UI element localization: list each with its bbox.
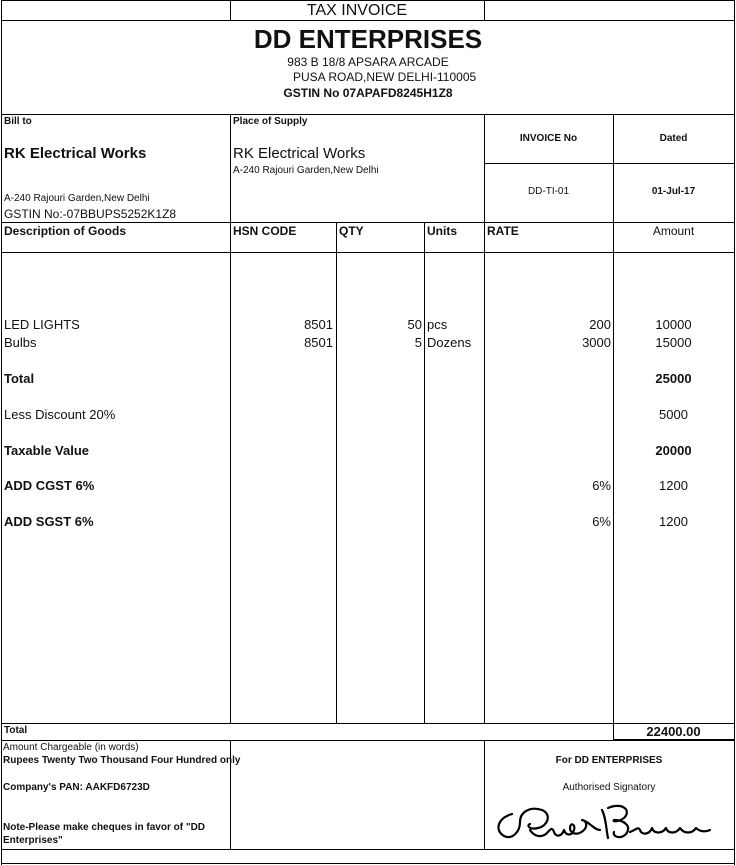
subtotal-label: Total — [4, 371, 35, 386]
item-hsn: 8501 — [304, 317, 333, 332]
item-qty: 50 — [407, 317, 422, 332]
place-of-supply-name: RK Electrical Works — [233, 145, 366, 162]
discount-value: 5000 — [659, 407, 688, 422]
company-name: DD ENTERPRISES — [253, 24, 483, 54]
signature-icon — [490, 796, 730, 848]
amount-in-words-value: Rupees Twenty Two Thousand Four Hundred only — [3, 755, 241, 766]
col-amount: Amount — [652, 224, 695, 238]
col-hsn-code: HSN CODE — [233, 224, 297, 238]
cheque-note-line2: Enterprises" — [3, 835, 63, 846]
amount-in-words-label: Amount Chargeable (in words) — [3, 742, 139, 753]
subtotal-value: 25000 — [655, 371, 692, 386]
cgst-rate: 6% — [592, 478, 611, 493]
dated-value: 01-Jul-17 — [651, 186, 696, 197]
item-description: Bulbs — [4, 335, 37, 350]
taxable-value-label: Taxable Value — [4, 443, 90, 458]
col-units: Units — [427, 224, 457, 238]
cheque-note-line1: Note-Please make cheques in favor of "DD — [3, 822, 206, 833]
document-title: TAX INVOICE — [306, 2, 408, 19]
invoice-no-label: INVOICE No — [519, 133, 578, 144]
cgst-value: 1200 — [659, 478, 688, 493]
bill-to-label: Bill to — [4, 116, 32, 127]
sgst-label: ADD SGST 6% — [4, 514, 94, 529]
dated-label: Dated — [659, 133, 688, 144]
item-units: pcs — [427, 317, 448, 332]
col-rate: RATE — [487, 224, 519, 238]
item-hsn: 8501 — [304, 335, 333, 350]
item-units: Dozens — [427, 335, 472, 350]
item-rate: 3000 — [582, 335, 611, 350]
col-qty: QTY — [339, 224, 364, 238]
grand-total-label: Total — [4, 725, 28, 736]
item-description: LED LIGHTS — [4, 317, 80, 332]
company-address-line1: 983 B 18/8 APSARA ARCADE — [287, 55, 449, 69]
place-of-supply-label: Place of Supply — [233, 116, 308, 127]
company-gstin: GSTIN No 07APAFD8245H1Z8 — [283, 86, 453, 100]
sgst-rate: 6% — [592, 514, 611, 529]
item-amount: 10000 — [655, 317, 692, 332]
company-pan: Company's PAN: AAKFD6723D — [3, 782, 150, 793]
taxable-value: 20000 — [655, 443, 692, 458]
item-rate: 200 — [589, 317, 611, 332]
bill-to-name: RK Electrical Works — [4, 145, 147, 162]
bill-to-address: A-240 Rajouri Garden,New Delhi — [4, 193, 150, 204]
sgst-value: 1200 — [659, 514, 688, 529]
cgst-label: ADD CGST 6% — [4, 478, 95, 493]
authorised-signatory-label: Authorised Signatory — [562, 782, 656, 793]
grand-total-value: 22400.00 — [646, 724, 701, 739]
company-address-line2: PUSA ROAD,NEW DELHI-110005 — [293, 70, 477, 84]
discount-label: Less Discount 20% — [4, 407, 116, 422]
invoice-no-value: DD-TI-01 — [527, 186, 570, 197]
col-description: Description of Goods — [4, 224, 127, 238]
item-qty: 5 — [414, 335, 422, 350]
for-company-label: For DD ENTERPRISES — [555, 755, 663, 766]
place-of-supply-address: A-240 Rajouri Garden,New Delhi — [233, 165, 379, 176]
bill-to-gstin: GSTIN No:-07BBUPS5252K1Z8 — [4, 207, 177, 221]
item-amount: 15000 — [655, 335, 692, 350]
